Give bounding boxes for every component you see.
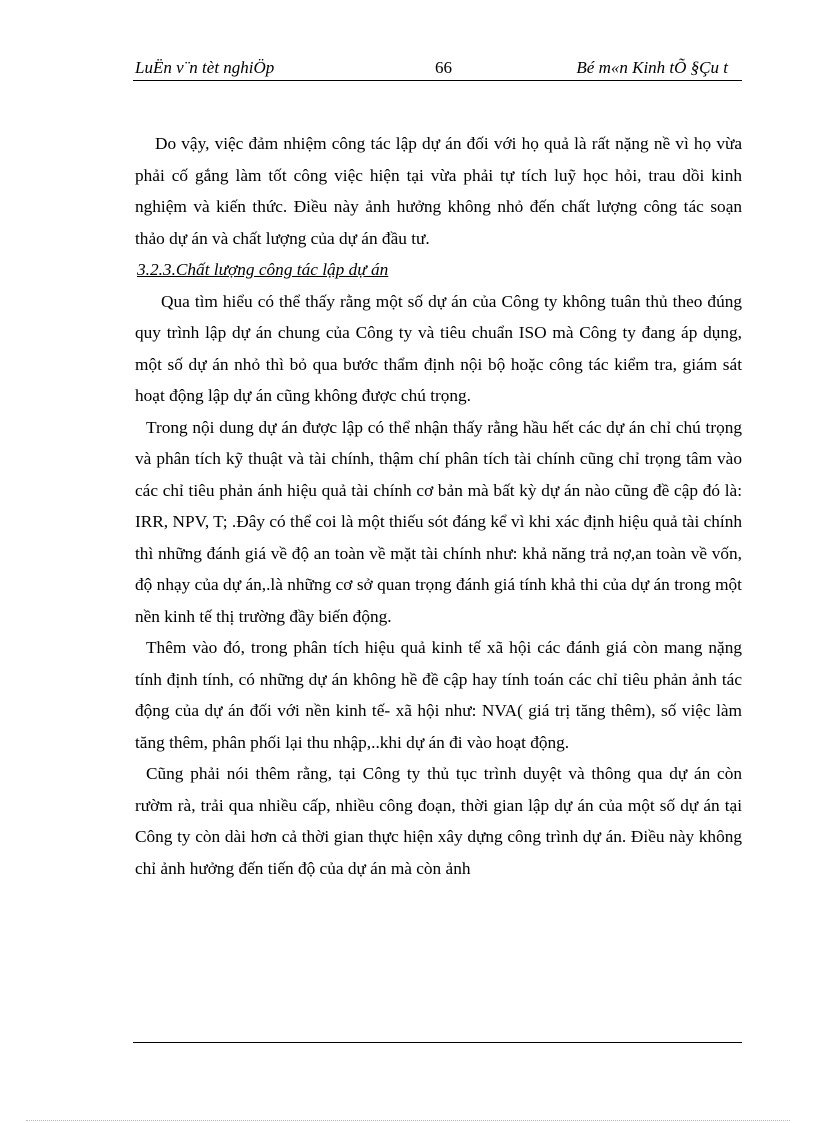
paragraph: Do vậy, việc đảm nhiệm công tác lập dự án đối với họ quả là rất nặng nề vì họ vừa phải cố gắng làm tốt công việc hiện tại vừa phải tự tích luỹ học hỏi, trau dồi kinh nghiệm và kiến thức. Điều này ảnh hưởng không nhỏ đến chất lượng công tác soạn thảo dự án và chất lượng của dự án đầu tư. [135, 134, 742, 248]
page-number: 66 [435, 58, 452, 77]
header-department: Bé m«n Kinh tÕ §Çu t [576, 58, 728, 77]
document-body [135, 128, 742, 884]
paragraph: Trong nội dung dự án được lập có thể nhận thấy rằng hầu hết các dự án chỉ chú trọng và phân tích kỹ thuật và tài chính, thậm chí phân tích tài chính cũng chỉ trọng tâm vào các chỉ tiêu phản ánh hiệu quả tài chính cơ bản mà bất kỳ dự án nào cũng đề cập đó là: IRR, NPV, T; .Đây có thể coi là một thiếu sót đáng kể vì khi xác định hiệu quả tài chính thì những đánh giá về độ an toàn về mặt tài chính như: khả năng trả nợ,an toàn về vốn, độ nhạy của dự án,.là những cơ sở quan trọng đánh giá tính khả thi của dự án trong một nền kinh tế thị trường đầy biến động. [135, 417, 742, 626]
section-heading: 3.2.3.Chất lượng công tác lập dự án [137, 260, 389, 279]
paragraph: Qua tìm hiểu có thể thấy rằng một số dự án của Công ty không tuân thủ theo đúng quy trình lập dự án chung của Công ty và tiêu chuẩn ISO mà Công ty đang áp dụng, một số dự án nhỏ thì bỏ qua bước thẩm định nội bộ hoặc công tác kiểm tra, giám sát hoạt động lập dự án cũng không được chú trọng. [135, 291, 742, 405]
header-thesis-title: LuËn v¨n tèt nghiÖp [135, 58, 275, 77]
paragraph: Thêm vào đó, trong phân tích hiệu quả kinh tế xã hội các đánh giá còn mang nặng tính định tính, có những dự án không hề đề cập hay tính toán các chỉ tiêu phản ảnh tác động của dự án đối với nền kinh tế- xã hội như: NVA( giá trị tăng thêm), số việc làm tăng thêm, phân phối lại thu nhập,..khi dự án đi vào hoạt động. [135, 638, 742, 752]
footer-divider [133, 1042, 742, 1043]
page-header [133, 54, 742, 81]
page-bottom-border [26, 1120, 790, 1121]
paragraph: Cũng phải nói thêm rằng, tại Công ty thủ tục trình duyệt và thông qua dự án còn rườm rà, trải qua nhiều cấp, nhiều công đoạn, thời gian lập dự án của một số dự án tại Công ty còn dài hơn cả thời gian thực hiện xây dựng công trình dự án. Điều này không chỉ ảnh hưởng đến tiến độ của dự án mà còn ảnh [135, 764, 742, 878]
